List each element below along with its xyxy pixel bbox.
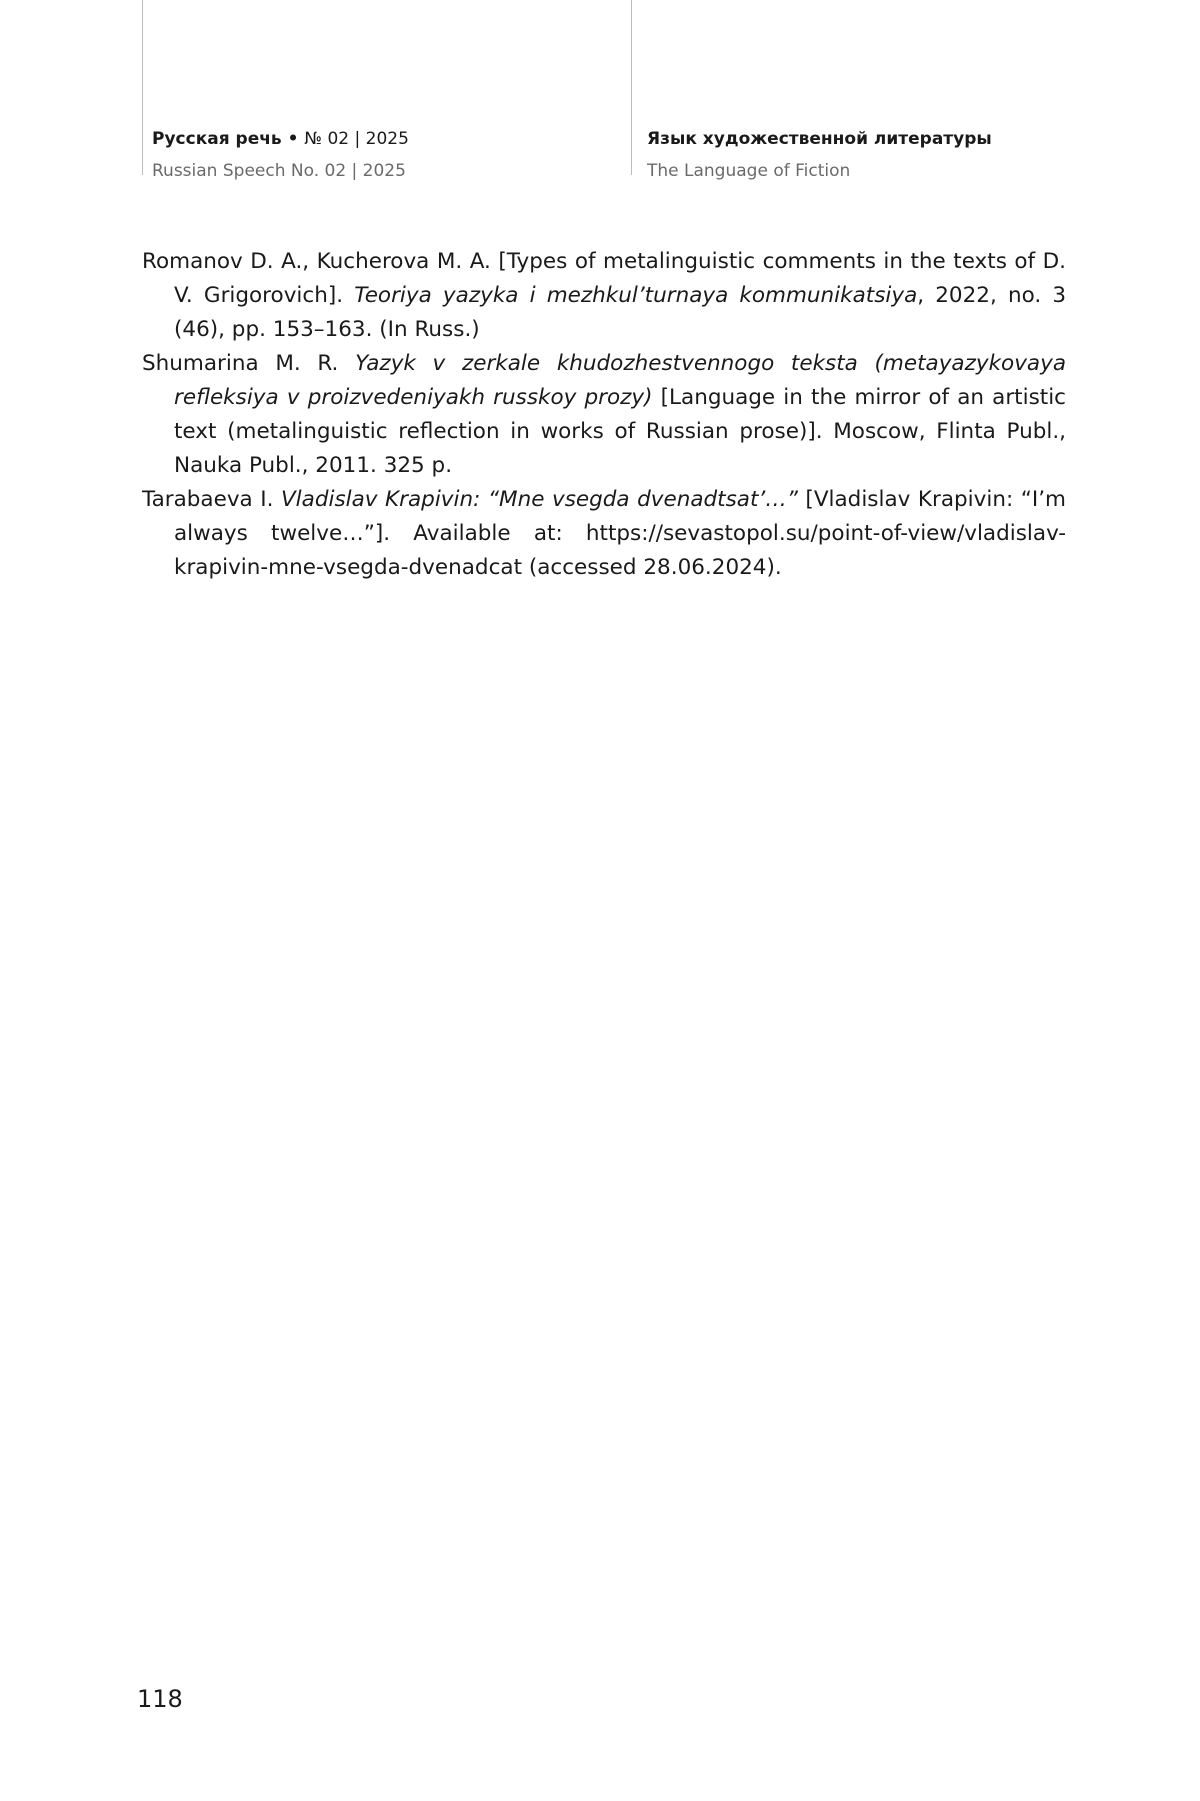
issue-number: № 02 | 2025 [304, 129, 409, 149]
section-title: Язык художественной литературы [647, 129, 992, 149]
reference-details: [Vladislav Krapivin: “I’m always twelve…”]. Available at: https://sevastopol.su/point-of-view/vladislav-krapivin-mne-vsegda-dvenadcat (accessed 28.06.2024). [174, 487, 1066, 580]
section-header [647, 123, 992, 187]
reference-title-italic: Vladislav Krapivin: “Mne vsegda dvenadtsat’…” [280, 487, 798, 512]
journal-title-line [152, 123, 409, 155]
reference-title-italic: Yazyk v zerkale khudozhestvennogo teksta (metayazykovaya refleksiya v proizvedeniyakh russkoy prozy) [174, 351, 1066, 410]
journal-title: Русская речь [152, 129, 282, 149]
header-divider-left [142, 0, 143, 175]
reference-item [142, 245, 1066, 347]
reference-item [142, 347, 1066, 483]
reference-list [142, 245, 1066, 585]
bullet-separator: • [281, 129, 305, 149]
reference-authors: Romanov D. A., Kucherova M. A. [Types of metalinguistic comments in the texts of D. V. Grigorovich]. [142, 249, 1066, 308]
journal-header [152, 123, 409, 187]
reference-details: , 2022, no. 3 (46), pp. 153–163. (In Russ.) [174, 283, 1067, 342]
header-divider-right [631, 0, 632, 175]
reference-authors: Tarabaeva I. [142, 487, 281, 512]
reference-item [142, 483, 1066, 585]
section-subtitle: The Language of Fiction [647, 161, 851, 181]
journal-subtitle: Russian Speech No. 02 | 2025 [152, 161, 406, 181]
reference-authors: Shumarina M. R. [142, 351, 356, 376]
page-number: 118 [137, 1685, 183, 1713]
reference-title-italic: Teoriya yazyka i mezhkul’turnaya kommunikatsiya [354, 283, 918, 308]
reference-details: [Language in the mirror of an artistic text (metalinguistic reflection in works of Russian prose)]. Moscow, Flinta Publ., Nauka Publ., 2011. 325 p. [174, 385, 1066, 478]
